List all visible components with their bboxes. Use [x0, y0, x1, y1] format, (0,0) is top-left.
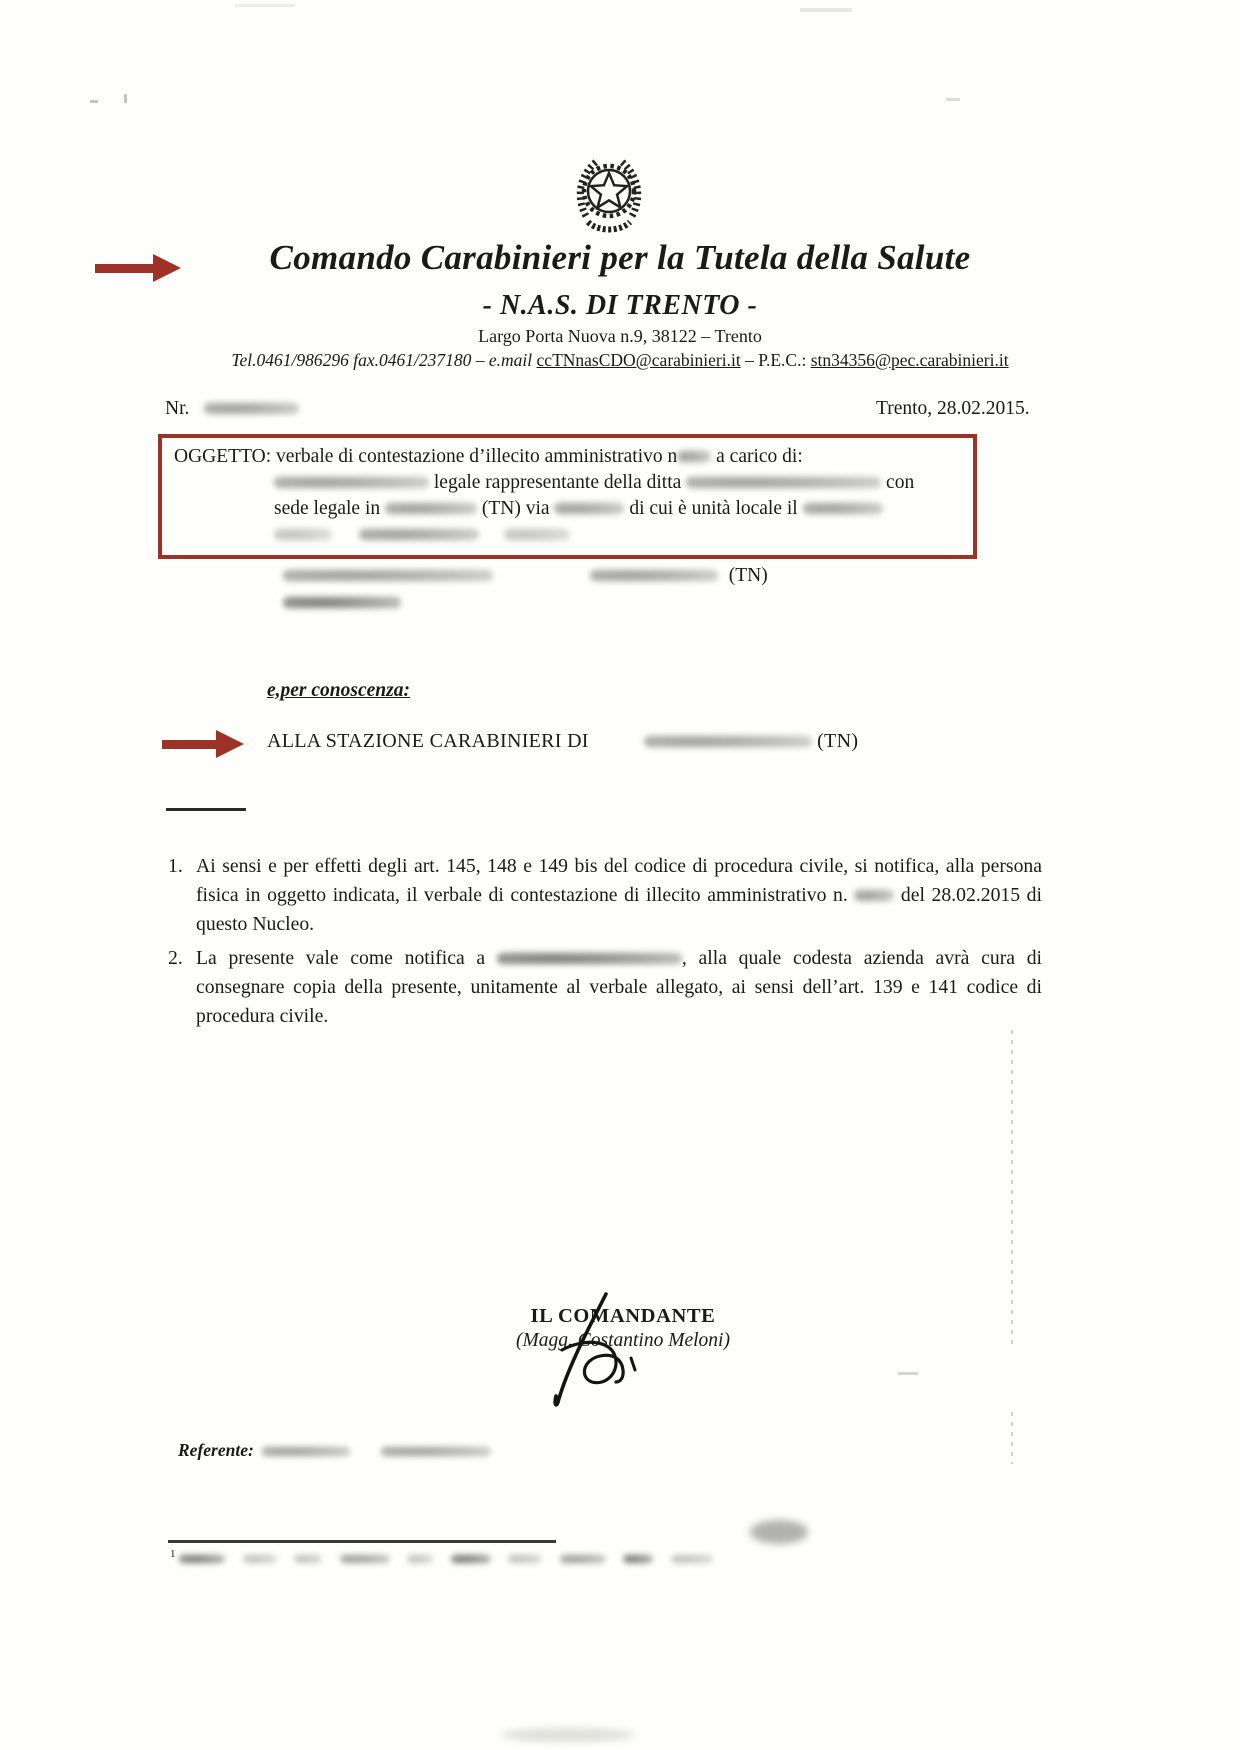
scan-smudge — [750, 1520, 808, 1544]
body-paragraph-2 — [168, 944, 1042, 1031]
paragraph-text — [196, 852, 1042, 939]
redaction — [381, 1446, 491, 1457]
redaction — [623, 1554, 653, 1564]
scan-speck — [235, 4, 295, 7]
subject-text-2a: legale rappresentante della ditta — [433, 472, 682, 493]
subject-text-1b: a carico di: — [716, 446, 803, 467]
paragraph-1-post: del 28.02.2015 di questo Nucleo. — [196, 884, 1043, 935]
scan-dashed-line — [1011, 1030, 1013, 1348]
subject-text-1a: verbale di contestazione d’illecito amministrativo n — [276, 446, 678, 467]
section-separator — [166, 808, 246, 811]
handwritten-signature — [518, 1292, 668, 1410]
scan-dashed-line — [1011, 1412, 1013, 1464]
footnote-line — [170, 1548, 930, 1568]
recipient-line-1 — [283, 565, 903, 587]
paragraph-1-pre: Ai sensi e per effetti degli art. 145, 148 e 149 bis del codice di procedura civile, si notifica, alla persona fisica in oggetto indicata, il verbale di contestazione di illecito amministrativo n. — [196, 855, 1042, 906]
subject-line-2 — [174, 470, 963, 496]
redaction — [677, 450, 711, 463]
recipient-province: (TN) — [728, 565, 768, 586]
protocol-number-redaction — [204, 402, 299, 415]
org-contact-line — [70, 350, 1170, 371]
redaction — [451, 1554, 491, 1564]
italian-republic-emblem-icon — [570, 150, 648, 242]
footnote-separator — [168, 1540, 556, 1543]
org-pec: stn34356@pec.carabinieri.it — [810, 350, 1009, 370]
scan-speck — [124, 94, 127, 103]
protocol-number-label: Nr. — [165, 398, 190, 419]
emblem-star — [591, 173, 627, 207]
redaction — [644, 735, 812, 748]
paragraph-text — [196, 944, 1042, 1031]
redaction — [243, 1554, 277, 1564]
paragraph-2-pre: La presente vale come notifica a — [196, 947, 486, 969]
scan-speck — [946, 98, 960, 101]
redaction — [508, 1554, 542, 1564]
redaction — [803, 502, 883, 515]
signature-role: IL COMANDANTE — [530, 1305, 716, 1327]
redaction — [854, 889, 894, 902]
scan-speck — [800, 8, 852, 12]
redaction — [560, 1554, 606, 1564]
redaction — [686, 476, 881, 489]
redaction — [283, 569, 493, 582]
redaction — [504, 528, 570, 541]
subject-line-3 — [174, 496, 963, 522]
redaction — [497, 952, 682, 965]
redaction — [274, 476, 429, 489]
subject-text-3c: di cui è unità locale il — [629, 498, 798, 519]
subject-text-3a: sede legale in — [274, 498, 381, 519]
redaction — [407, 1554, 433, 1564]
redaction — [179, 1554, 225, 1564]
place-date: Trento, 28.02.2015. — [876, 398, 1030, 419]
redaction — [385, 502, 477, 515]
cc-text: ALLA STAZIONE CARABINIERI DI — [267, 730, 589, 752]
redaction — [262, 1446, 350, 1457]
redaction — [554, 502, 624, 515]
subject-line-1 — [174, 444, 963, 470]
paragraph-2-post: , alla quale codesta azienda avrà cura di consegnare copia della presente, unitamente al verbale allegato, ai sensi dell’art. 139 e 141 codice di procedura civile. — [196, 947, 1043, 1027]
redaction — [274, 528, 332, 541]
arrow-bar — [162, 740, 216, 749]
scan-speck — [90, 100, 98, 103]
footnote-marker: 1 — [170, 1548, 176, 1560]
cc-province: (TN) — [817, 730, 859, 752]
body-paragraph-1 — [168, 852, 1042, 939]
redaction — [590, 569, 718, 582]
redaction — [359, 528, 479, 541]
protocol-number-line — [165, 398, 299, 420]
redaction — [671, 1554, 713, 1564]
paragraph-number: 2. — [168, 947, 183, 969]
scan-smudge — [500, 1728, 635, 1742]
cc-line — [267, 730, 858, 753]
subject-text-3b: (TN) via — [481, 498, 550, 519]
pec-separator: – P.E.C.: — [740, 350, 811, 370]
recipient-line-2 — [283, 595, 583, 613]
redaction — [283, 596, 401, 609]
scan-speck — [898, 1372, 918, 1375]
red-arrow-cc-icon — [162, 730, 244, 758]
cc-heading: e,per conoscenza: — [267, 680, 410, 701]
org-email: ccTNnasCDO@carabinieri.it — [536, 350, 741, 370]
org-address: Largo Porta Nuova n.9, 38122 – Trento — [478, 326, 762, 346]
redaction — [294, 1554, 322, 1564]
referente-label: Referente: — [178, 1440, 254, 1460]
redaction — [340, 1554, 390, 1564]
org-title: Comando Carabinieri per la Tutela della Salute — [269, 238, 971, 277]
org-subtitle: - N.A.S. DI TRENTO - — [482, 290, 758, 321]
subject-box — [158, 434, 977, 559]
arrow-head — [216, 730, 244, 758]
signature-name: (Magg. Costantino Meloni) — [516, 1330, 730, 1351]
paragraph-number: 1. — [168, 855, 183, 877]
subject-label: OGGETTO: — [174, 446, 272, 467]
referente-line — [178, 1440, 491, 1461]
subject-text-2b: con — [886, 472, 915, 493]
org-phone-fax: Tel.0461/986296 fax.0461/237180 – e.mail — [231, 350, 537, 370]
subject-line-4 — [174, 522, 963, 548]
